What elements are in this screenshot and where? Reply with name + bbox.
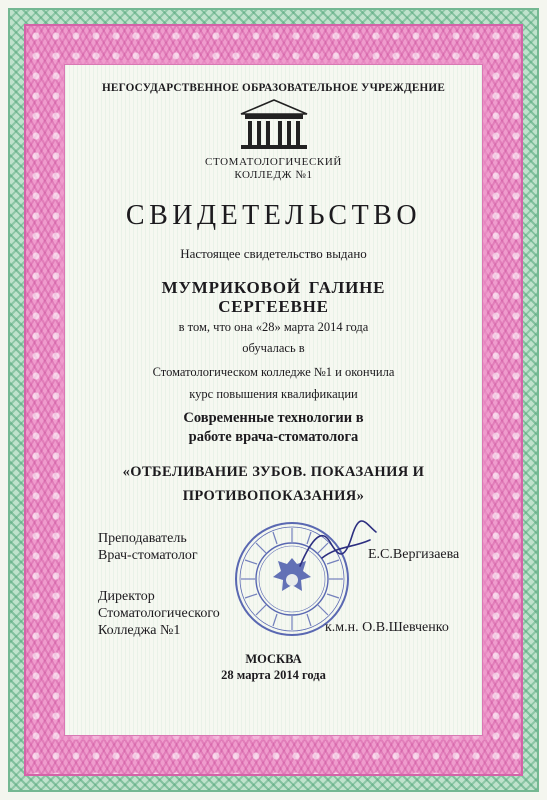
director-role-line2: Стоматологического bbox=[98, 606, 220, 621]
teacher-role-line2: Врач-стоматолог bbox=[98, 548, 198, 563]
college-name bbox=[0, 156, 547, 182]
studied-text: обучалась в bbox=[242, 341, 305, 355]
course-topic bbox=[0, 460, 547, 508]
recipient-name bbox=[0, 278, 547, 316]
organization-type: НЕГОСУДАРСТВЕННОЕ ОБРАЗОВАТЕЛЬНОЕ УЧРЕЖДЕНИЕ bbox=[102, 82, 445, 94]
course-title-line1: Современные технологии в bbox=[183, 410, 364, 426]
college-building-logo bbox=[237, 98, 311, 152]
handwritten-signature bbox=[292, 518, 382, 573]
course-title-line2: работе врача-стоматолога bbox=[188, 429, 359, 445]
course-topic-line1: «ОТБЕЛИВАНИЕ ЗУБОВ. ПОКАЗАНИЯ И bbox=[122, 464, 425, 480]
date-line: в том, что она «28» марта 2014 года bbox=[178, 320, 369, 334]
director-role-line3: Колледжа №1 bbox=[98, 623, 181, 638]
college-name-line2: КОЛЛЕДЖ №1 bbox=[234, 169, 313, 181]
college-name-line1: СТОМАТОЛОГИЧЕСКИЙ bbox=[205, 156, 342, 168]
recipient-name-line2: СЕРГЕЕВНЕ bbox=[218, 297, 329, 316]
teacher-name: Е.С.Вергизаева bbox=[368, 547, 460, 562]
director-role bbox=[98, 588, 220, 639]
college-finished-text: Стоматологическом колледже №1 и окончила bbox=[152, 365, 395, 379]
director-role-line1: Директор bbox=[98, 589, 155, 604]
teacher-role-line1: Преподаватель bbox=[98, 531, 187, 546]
teacher-role bbox=[98, 530, 198, 564]
issue-date: 28 марта 2014 года bbox=[221, 668, 326, 682]
course-topic-line2: ПРОТИВОПОКАЗАНИЯ» bbox=[182, 488, 365, 504]
certificate-title: СВИДЕТЕЛЬСТВО bbox=[125, 200, 422, 231]
course-type: курс повышения квалификации bbox=[189, 387, 358, 401]
director-name: к.м.н. О.В.Шевченко bbox=[325, 620, 449, 635]
issued-text: Настоящее свидетельство выдано bbox=[180, 246, 367, 261]
issue-city: МОСКВА bbox=[245, 652, 302, 666]
recipient-name-line1: МУМРИКОВОЙ ГАЛИНЕ bbox=[161, 278, 386, 297]
course-title bbox=[0, 409, 547, 447]
